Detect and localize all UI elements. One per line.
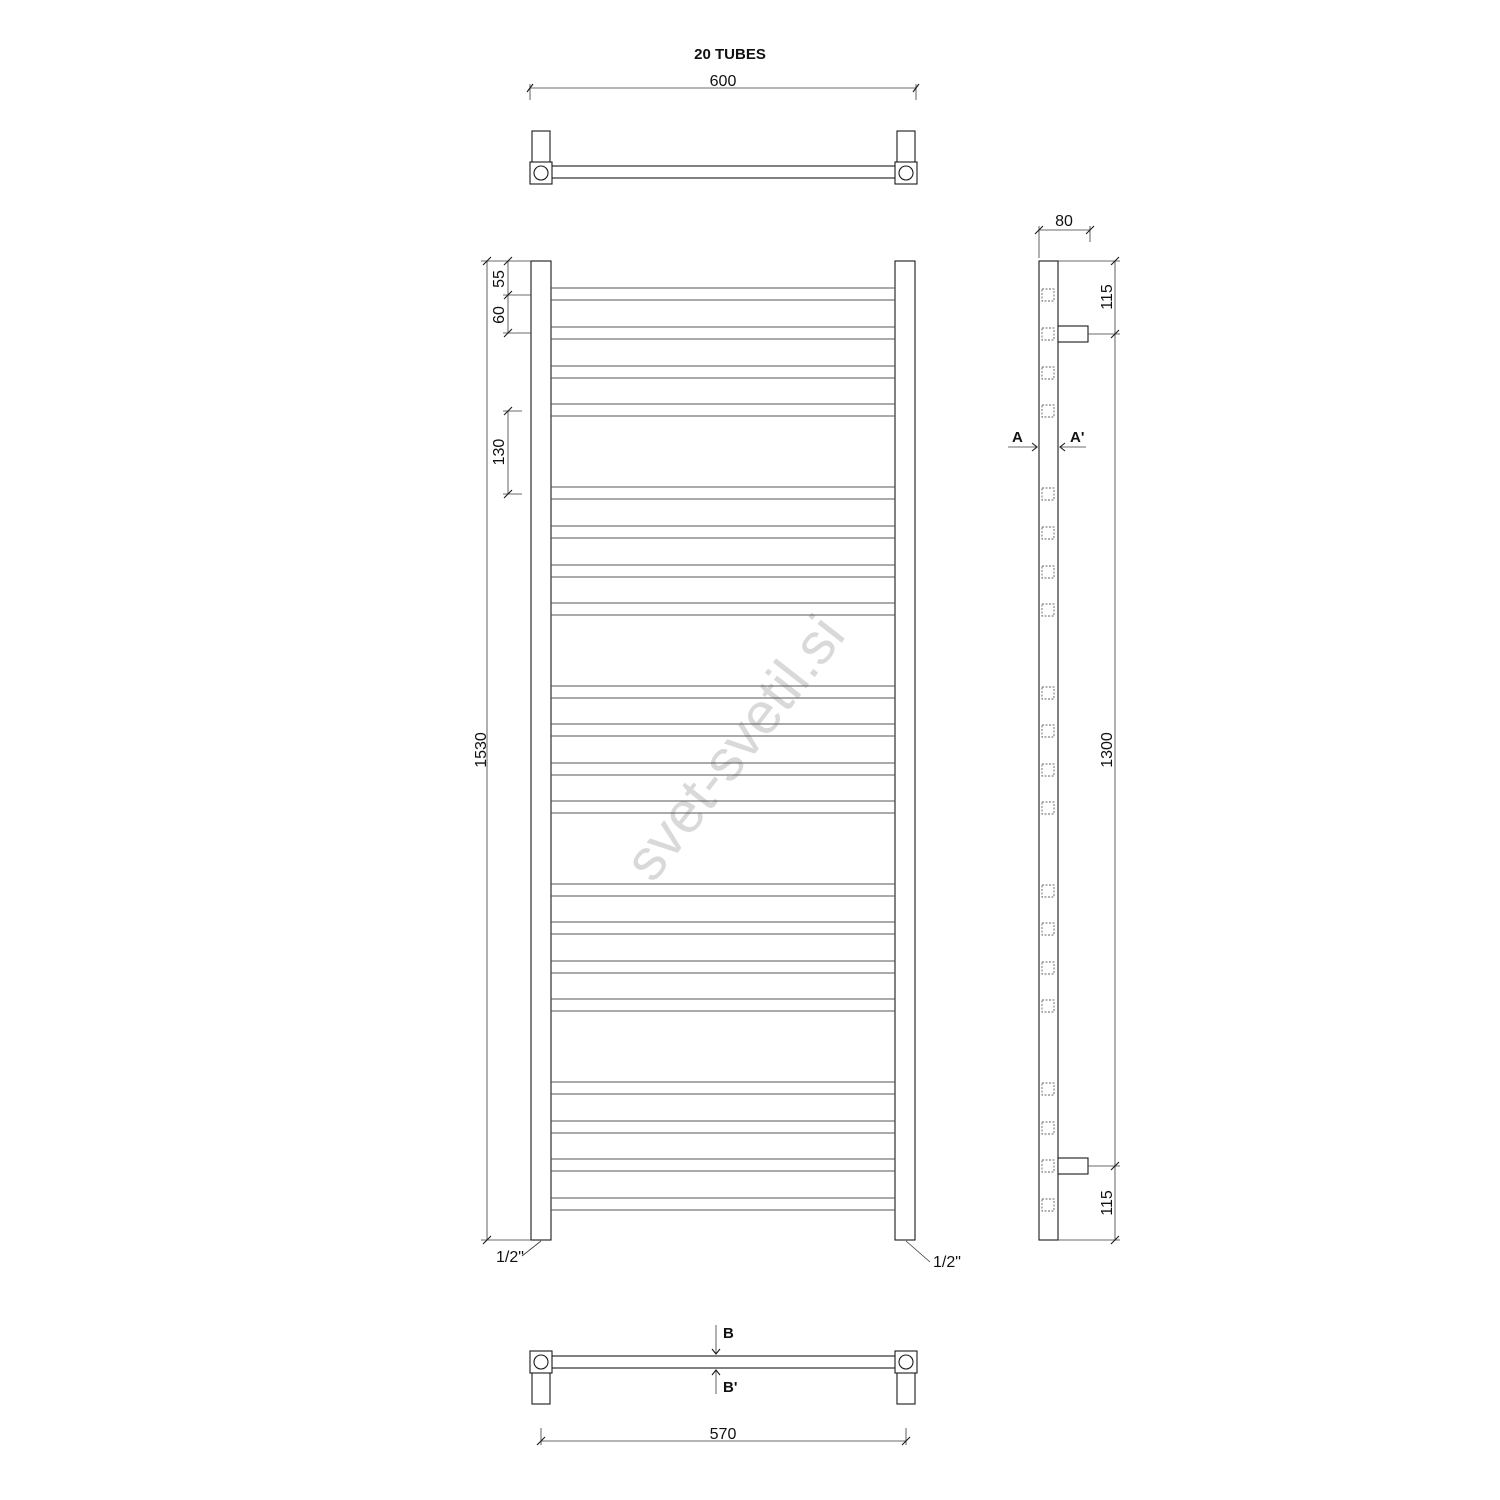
section-b-prime-label: B' (723, 1379, 738, 1396)
bottom-view (530, 1325, 917, 1445)
section-b-label: B (723, 1325, 734, 1342)
dim-gap-130: 130 (491, 438, 508, 466)
top-view (527, 46, 919, 184)
dim-height-total: 1530 (473, 732, 490, 768)
wall-bracket-bottom (1058, 1158, 1088, 1174)
dim-gap-55: 55 (491, 270, 508, 288)
section-a-prime-label: A' (1070, 429, 1085, 446)
left-collector (531, 261, 551, 1240)
tubes-title: 20 TUBES (694, 46, 766, 63)
dim-offset-top: 115 (1099, 284, 1116, 310)
wall-bracket-top (1058, 326, 1088, 342)
dim-depth: 80 (1055, 213, 1073, 230)
side-collector (1039, 261, 1058, 1240)
side-view (1008, 213, 1120, 1244)
watermark: svet-svetil.si (611, 603, 858, 893)
dim-top-width: 600 (709, 73, 737, 90)
dim-offset-bottom: 115 (1099, 1190, 1116, 1216)
dim-bottom-width: 570 (709, 1426, 737, 1443)
pipe-size-right: 1/2" (933, 1254, 961, 1271)
pipe-size-left: 1/2" (496, 1249, 524, 1266)
dim-gap-60: 60 (491, 306, 508, 324)
dim-axis-distance: 1300 (1099, 732, 1116, 768)
section-a-label: A (1012, 429, 1023, 446)
right-collector (895, 261, 915, 1240)
